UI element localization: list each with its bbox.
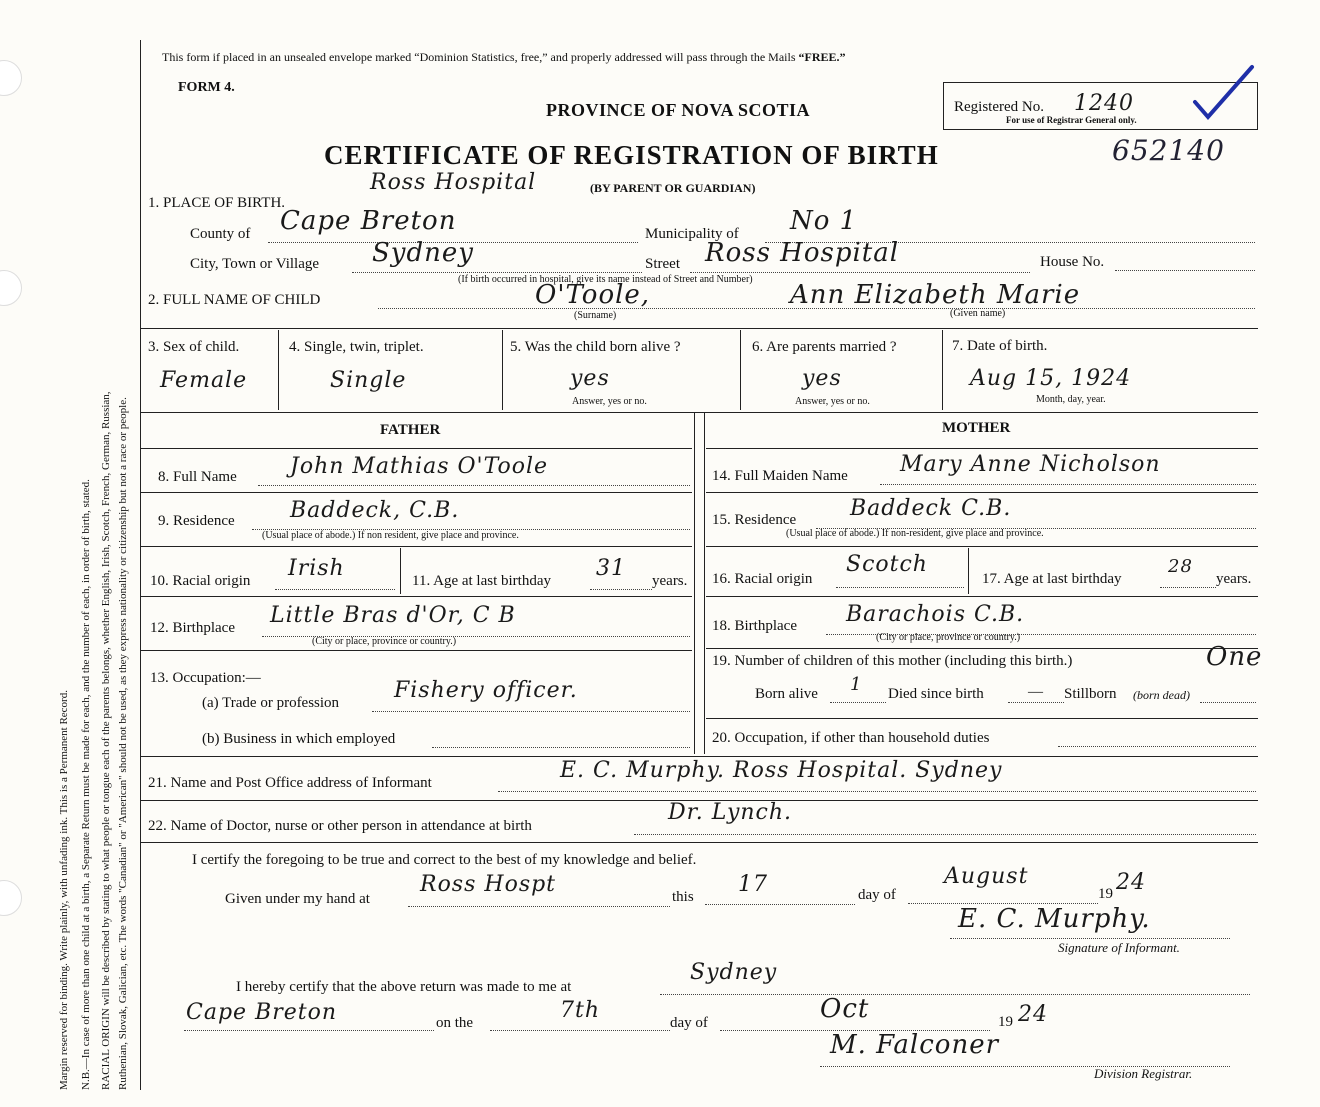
- child-given-name: Ann Elizabeth Marie: [790, 280, 1081, 310]
- margin-note-binding: Margin reserved for binding. Write plainly, with unfading ink. This is a Permanent Record.: [58, 690, 70, 1090]
- registrar-day: 7th: [560, 998, 601, 1023]
- given-at-place: Ross Hospt: [420, 872, 557, 897]
- mother-residence-note: (Usual place of abode.) If non-resident, give place and province.: [786, 528, 1044, 539]
- certify-this-label: this: [672, 889, 694, 905]
- mother-occupation-label: 20. Occupation, if other than household duties: [712, 730, 990, 746]
- father-trade-label: (a) Trade or profession: [202, 695, 340, 711]
- father-residence-note: (Usual place of abode.) If non resident, give place and province.: [262, 530, 519, 541]
- registrar-county: Cape Breton: [186, 1000, 338, 1025]
- registrar-statement: I hereby certify that the above return was made to me at: [236, 979, 572, 995]
- father-birthplace: Little Bras d'Or, C B: [270, 603, 516, 628]
- informant-signature: E. C. Murphy.: [958, 904, 1151, 934]
- certify-day-label: day of: [858, 887, 896, 903]
- registrar-signature-label: Division Registrar.: [1094, 1066, 1193, 1081]
- born-alive-label: 5. Was the child born alive ?: [510, 339, 681, 355]
- given-name-label: (Given name): [950, 308, 1006, 319]
- date-of-birth-label: 7. Date of birth.: [952, 338, 1048, 354]
- registered-label: Registered No.: [954, 99, 1044, 115]
- binding-hole-bottom: [0, 880, 22, 916]
- registrar-year-suffix: 24: [1018, 1002, 1048, 1027]
- child-surname: O'Toole,: [535, 280, 651, 310]
- father-name: John Mathias O'Toole: [290, 454, 549, 479]
- binding-hole-middle: [0, 270, 22, 306]
- mail-notice: This form if placed in an unsealed envelope marked “Dominion Statistics, free,” and properly addressed will pass through the Mails “FREE.”: [162, 50, 846, 64]
- sex-label: 3. Sex of child.: [148, 339, 240, 355]
- given-at-label: Given under my hand at: [225, 891, 370, 907]
- mother-years: years.: [1216, 571, 1252, 587]
- margin-note-racial-1: RACIAL ORIGIN will be described by stating to what people or tongue each of the parents belongs, whether English, Irish, Scotch, French, German, Russian,: [100, 391, 112, 1090]
- place-of-birth-label: 1. PLACE OF BIRTH.: [148, 195, 286, 211]
- mother-race-label: 16. Racial origin: [712, 571, 813, 587]
- registrar-year-prefix: 19: [998, 1014, 1013, 1030]
- plurality-value: Single: [330, 368, 407, 393]
- father-trade: Fishery officer.: [394, 678, 578, 703]
- father-heading: FATHER: [380, 422, 441, 438]
- father-residence: Baddeck, C.B.: [290, 498, 460, 523]
- registrar-month: Oct: [820, 994, 870, 1024]
- hospital-annotation: Ross Hospital: [370, 170, 537, 195]
- father-business-label: (b) Business in which employed: [202, 731, 396, 747]
- province-heading: PROVINCE OF NOVA SCOTIA: [546, 100, 811, 120]
- file-number: 652140: [1112, 134, 1225, 167]
- margin-note-nb: N.B.—In case of more than one child at a birth, a Separate Return must be made for each, and the number of each, in order of birth, stated.: [80, 479, 92, 1090]
- mother-race: Scotch: [846, 552, 928, 577]
- form-number: FORM 4.: [178, 80, 235, 95]
- registrar-note: For use of Registrar General only.: [1006, 115, 1137, 125]
- street-value: Ross Hospital: [705, 238, 900, 268]
- county-label: County of: [190, 226, 251, 242]
- informant-value: E. C. Murphy. Ross Hospital. Sydney: [560, 758, 1003, 783]
- date-of-birth-note: Month, day, year.: [1036, 394, 1106, 405]
- surname-label: (Surname): [574, 310, 617, 321]
- mother-birthplace-label: 18. Birthplace: [712, 618, 797, 634]
- city-label: City, Town or Village: [190, 256, 320, 272]
- stillborn-label: Stillborn: [1064, 686, 1117, 702]
- father-name-label: 8. Full Name: [158, 469, 237, 485]
- certify-day: 17: [738, 872, 768, 897]
- mother-birthplace: Barachois C.B.: [846, 602, 1025, 627]
- born-alive-count-label: Born alive: [755, 686, 818, 702]
- father-occupation-label: 13. Occupation:—: [150, 670, 261, 686]
- certify-month: August: [944, 864, 1029, 889]
- doctor-value: Dr. Lynch.: [668, 800, 793, 825]
- municipality-label: Municipality of: [645, 226, 739, 242]
- mother-residence: Baddeck C.B.: [850, 496, 1012, 521]
- children-count: One: [1206, 642, 1263, 672]
- certify-year-suffix: 24: [1116, 870, 1146, 895]
- registrar-signature: M. Falconer: [830, 1030, 1000, 1060]
- mother-birthplace-note: (City or place, province or country.): [876, 632, 1021, 643]
- registrar-day-label: day of: [670, 1015, 708, 1031]
- mother-name: Mary Anne Nicholson: [900, 452, 1161, 477]
- parents-married-label: 6. Are parents married ?: [752, 339, 897, 355]
- father-years: years.: [652, 573, 688, 589]
- registrar-on-label: on the: [436, 1015, 474, 1031]
- died-since-birth-label: Died since birth: [888, 686, 984, 702]
- certify-statement: I certify the foregoing to be true and correct to the best of my knowledge and belief.: [192, 852, 697, 868]
- city-value: Sydney: [372, 238, 474, 268]
- form-left-border: [140, 40, 141, 1090]
- parents-married-note: Answer, yes or no.: [795, 396, 870, 407]
- registrar-place: Sydney: [690, 960, 778, 985]
- father-residence-label: 9. Residence: [158, 513, 235, 529]
- mother-heading: MOTHER: [942, 420, 1011, 436]
- municipality-value: No 1: [790, 206, 858, 236]
- born-alive-count: 1: [850, 674, 863, 695]
- father-age: 31: [596, 556, 626, 581]
- died-since-birth-value: —: [1028, 684, 1043, 700]
- doctor-label: 22. Name of Doctor, nurse or other person in attendance at birth: [148, 818, 532, 834]
- father-birthplace-label: 12. Birthplace: [150, 620, 235, 636]
- house-number-label: House No.: [1040, 254, 1105, 270]
- father-race-label: 10. Racial origin: [150, 573, 251, 589]
- informant-label: 21. Name and Post Office address of Informant: [148, 775, 432, 791]
- county-value: Cape Breton: [280, 206, 457, 236]
- checkmark-icon: [1190, 62, 1260, 122]
- margin-note-racial-2: Ruthenian, Slovak, Galician, etc. The words "Canadian" or "American" should not be used, as they express nationality or citizenship but not a race or people.: [117, 397, 129, 1090]
- mother-name-label: 14. Full Maiden Name: [712, 468, 848, 484]
- date-of-birth-value: Aug 15, 1924: [970, 366, 1132, 391]
- street-note: (If birth occurred in hospital, give its name instead of Street and Number): [458, 274, 753, 285]
- mother-age-label: 17. Age at last birthday: [982, 571, 1122, 587]
- parents-married-value: yes: [802, 366, 842, 391]
- child-name-label: 2. FULL NAME OF CHILD: [148, 292, 321, 308]
- binding-hole-top: [0, 60, 22, 96]
- certificate-title: CERTIFICATE OF REGISTRATION OF BIRTH: [324, 140, 939, 170]
- certificate-subtitle: (BY PARENT OR GUARDIAN): [590, 181, 756, 195]
- street-label: Street: [645, 256, 680, 272]
- mother-age: 28: [1168, 556, 1193, 577]
- sex-value: Female: [160, 368, 248, 393]
- father-age-label: 11. Age at last birthday: [412, 573, 551, 589]
- informant-signature-label: Signature of Informant.: [1058, 940, 1180, 955]
- children-count-label: 19. Number of children of this mother (including this birth.): [712, 653, 1073, 669]
- stillborn-note: (born dead): [1133, 688, 1190, 702]
- mother-residence-label: 15. Residence: [712, 512, 797, 528]
- father-race: Irish: [288, 556, 345, 581]
- certify-year-prefix: 19: [1098, 886, 1113, 902]
- born-alive-note: Answer, yes or no.: [572, 396, 647, 407]
- registered-value: 1240: [1074, 91, 1134, 116]
- father-birthplace-note: (City or place, province or country.): [312, 636, 457, 647]
- born-alive-value: yes: [570, 366, 610, 391]
- plurality-label: 4. Single, twin, triplet.: [289, 339, 424, 355]
